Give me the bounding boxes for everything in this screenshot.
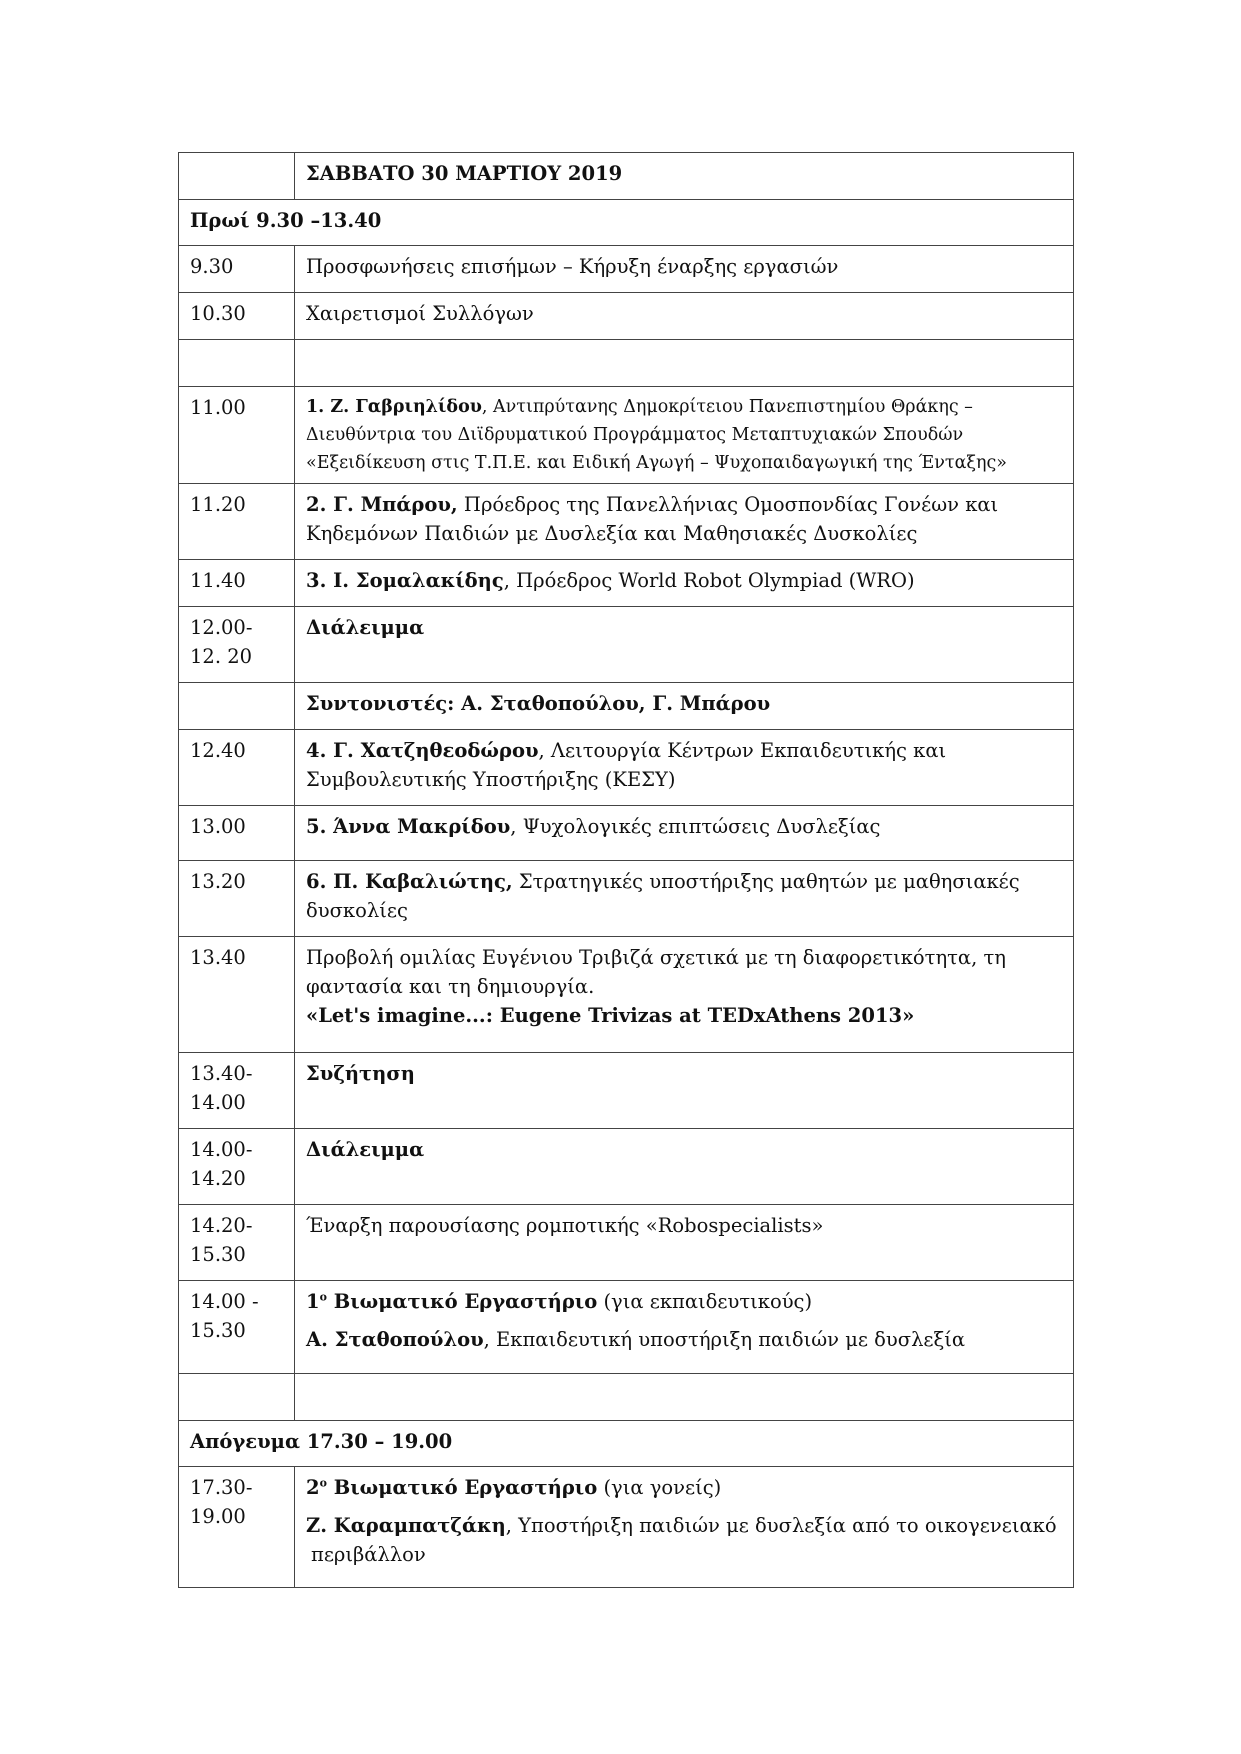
- time-cell: [179, 1467, 295, 1588]
- table-row: [179, 293, 1074, 340]
- time-end: 19.00: [190, 1505, 246, 1528]
- afternoon-session-label: Απόγευμα 17.30 – 19.00: [179, 1421, 1074, 1467]
- speaker-role: , Ψυχολογικές επιπτώσεις Δυσλεξίας: [510, 815, 881, 838]
- time-cell: 13.20: [179, 861, 295, 937]
- table-row: [179, 484, 1074, 560]
- break-title: Διάλειμμα: [295, 607, 1074, 683]
- time-cell: [179, 1205, 295, 1281]
- time-cell: [179, 1281, 295, 1374]
- discussion-title: Συζήτηση: [295, 1053, 1074, 1129]
- item-text: Προσφωνήσεις επισήμων – Κήρυξη έναρξης εργασιών: [295, 246, 1074, 293]
- time-cell: 13.40: [179, 937, 295, 1053]
- workshop-speaker-line: [306, 1325, 1062, 1354]
- item-text: [295, 387, 1074, 484]
- item-text: Έναρξη παρουσίασης ρομποτικής «Robospecialists»: [295, 1205, 1074, 1281]
- table-row: [179, 153, 1074, 200]
- workshop-audience: (για γονείς): [597, 1476, 722, 1499]
- workshop-topic: , Υποστήριξη παιδιών με δυσλεξία από το οικογενειακό: [505, 1514, 1057, 1537]
- time-end: 14.20: [190, 1167, 246, 1190]
- time-cell: [179, 340, 295, 387]
- time-cell: 9.30: [179, 246, 295, 293]
- table-row: [179, 387, 1074, 484]
- time-start: 12.00-: [190, 616, 253, 639]
- time-cell: [179, 683, 295, 730]
- speaker-name: 5. Άννα Μακρίδου: [306, 815, 511, 838]
- speaker-role: , Πρόεδρος World Robot Olympiad (WRO): [503, 569, 915, 592]
- time-start: 14.20-: [190, 1214, 253, 1237]
- time-cell: 11.00: [179, 387, 295, 484]
- item-text: [295, 340, 1074, 387]
- time-cell: [179, 153, 295, 200]
- workshop-heading: [306, 1473, 1062, 1502]
- speaker-name: 3. Ι. Σομαλακίδης: [306, 569, 504, 592]
- workshop-heading: [306, 1287, 1062, 1316]
- speaker-name: Ζ. Καραμπατζάκη: [306, 1514, 506, 1537]
- workshop-title: Βιωματικό Εργαστήριο: [326, 1476, 598, 1499]
- item-text: Χαιρετισμοί Συλλόγων: [295, 293, 1074, 340]
- item-text: [295, 730, 1074, 806]
- time-start: 14.00 -: [190, 1290, 259, 1313]
- speaker-role: , Αντιπρύτανης Δημοκρίτειου Πανεπιστημίου Θράκης – Διευθύντρια του Διϊδρυματικού Προγράμματος Μεταπτυχιακών Σπουδών «Εξειδίκευση στις Τ.Π.Ε. και Ειδική Αγωγή – Ψυχοπαιδαγωγική της Ένταξης»: [306, 397, 1008, 473]
- table-row: [179, 1205, 1074, 1281]
- time-start: 17.30-: [190, 1476, 253, 1499]
- break-title: Διάλειμμα: [295, 1129, 1074, 1205]
- item-text: [295, 560, 1074, 607]
- table-row: [179, 246, 1074, 293]
- table-row: [179, 806, 1074, 861]
- time-cell: [179, 1374, 295, 1421]
- table-row: [179, 1281, 1074, 1374]
- video-description: Προβολή ομιλίας Ευγένιου Τριβιζά σχετικά με τη διαφορετικότητα, τη φαντασία και τη δημιουργία.: [306, 946, 1006, 998]
- time-cell: [179, 1053, 295, 1129]
- empty-row: [179, 340, 1074, 387]
- table-row: [179, 1467, 1074, 1588]
- session-row: [179, 200, 1074, 246]
- speaker-name: 1. Ζ. Γαβριηλίδου: [306, 397, 482, 417]
- time-start: 13.40-: [190, 1062, 253, 1085]
- table-row: [179, 1129, 1074, 1205]
- time-cell: [179, 1129, 295, 1205]
- moderators-heading: Συντονιστές: Α. Σταθοπούλου, Γ. Μπάρου: [295, 683, 1074, 730]
- workshop-ordinal: ο: [319, 1290, 327, 1304]
- video-title: «Let's imagine...: Eugene Trivizas at TEDxAthens 2013»: [306, 1004, 915, 1027]
- time-end: 12. 20: [190, 645, 253, 668]
- time-cell: 10.30: [179, 293, 295, 340]
- time-start: 14.00-: [190, 1138, 253, 1161]
- time-cell: 11.40: [179, 560, 295, 607]
- program-table: [178, 152, 1074, 1588]
- table-row: [179, 861, 1074, 937]
- time-cell: 11.20: [179, 484, 295, 560]
- speaker-role: Στρατηγικές υποστήριξης μαθητών με μαθησιακές δυσκολίες: [306, 870, 1020, 922]
- workshop-topic: , Εκπαιδευτική υποστήριξη παιδιών με δυσλεξία: [483, 1328, 966, 1351]
- workshop-speaker-line: [306, 1511, 1062, 1569]
- table-row: [179, 937, 1074, 1053]
- table-row: [179, 607, 1074, 683]
- time-end: 14.00: [190, 1091, 246, 1114]
- workshop-number: 1: [306, 1290, 320, 1313]
- item-text: [295, 806, 1074, 861]
- time-cell: 13.00: [179, 806, 295, 861]
- table-row: [179, 1053, 1074, 1129]
- time-cell: [179, 607, 295, 683]
- speaker-role: , Λειτουργία Κέντρων Εκπαιδευτικής και Συμβουλευτικής Υποστήριξης (ΚΕΣΥ): [306, 739, 947, 791]
- speaker-role: Πρόεδρος της Πανελλήνιας Ομοσπονδίας Γονέων και Κηδεμόνων Παιδιών με Δυσλεξία και Μαθησιακές Δυσκολίες: [306, 493, 999, 545]
- item-text: [295, 1467, 1074, 1588]
- time-cell: 12.40: [179, 730, 295, 806]
- table-row: [179, 560, 1074, 607]
- item-text: [295, 937, 1074, 1053]
- workshop-ordinal: ο: [319, 1476, 327, 1490]
- item-text: [295, 1374, 1074, 1421]
- morning-session-label: Πρωί 9.30 –13.40: [179, 200, 1074, 246]
- empty-row: [179, 1374, 1074, 1421]
- session-row: [179, 1421, 1074, 1467]
- speaker-name: Α. Σταθοπούλου: [306, 1328, 484, 1351]
- time-end: 15.30: [190, 1243, 246, 1266]
- speaker-name: 2. Γ. Μπάρου,: [306, 493, 458, 516]
- speaker-name: 4. Γ. Χατζηθεοδώρου: [306, 739, 539, 762]
- item-text: [295, 1281, 1074, 1374]
- item-text: [295, 484, 1074, 560]
- item-text: [295, 861, 1074, 937]
- date-heading: ΣΑΒΒΑΤΟ 30 ΜΑΡΤΙΟΥ 2019: [295, 153, 1074, 200]
- table-row: [179, 730, 1074, 806]
- workshop-topic-continued: περιβάλλον: [311, 1543, 426, 1566]
- table-row: [179, 683, 1074, 730]
- time-end: 15.30: [190, 1319, 246, 1342]
- speaker-name: 6. Π. Καβαλιώτης,: [306, 870, 513, 893]
- workshop-audience: (για εκπαιδευτικούς): [597, 1290, 813, 1313]
- workshop-title: Βιωματικό Εργαστήριο: [326, 1290, 598, 1313]
- workshop-number: 2: [306, 1476, 320, 1499]
